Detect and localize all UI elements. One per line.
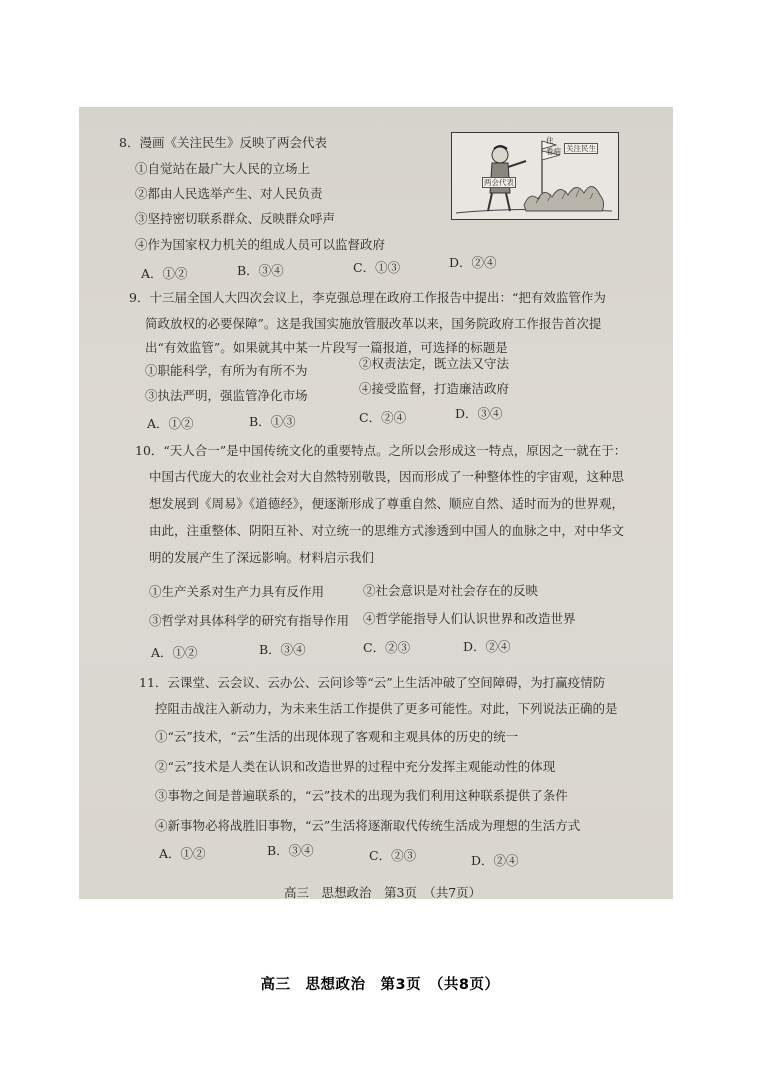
q8-item-3: ③坚持密切联系群众、反映群众呼声 <box>135 211 336 226</box>
q8-option-c[interactable]: C．①③ <box>353 260 401 275</box>
q8-cartoon <box>451 132 619 220</box>
q8-stem: 8．漫画《关注民生》反映了两会代表 <box>119 135 327 150</box>
q9-option-c[interactable]: C．②④ <box>359 410 407 425</box>
q10-option-b[interactable]: B．③④ <box>259 642 306 657</box>
q8-option-b[interactable]: B．③④ <box>237 263 284 278</box>
q11-option-a[interactable]: A．①② <box>159 846 206 861</box>
cartoon-flag-top: 住 <box>546 136 554 145</box>
q11-option-c[interactable]: C．②③ <box>369 848 417 863</box>
q10-stem-line-4: 由此，注重整体、阴阳互补、对立统一的思维方式渗透到中国人的血脉之中，对中华文 <box>149 523 625 538</box>
q11-stem-line-1: 11．云课堂、云会议、云办公、云问诊等“云”上生活冲破了空间障碍，为打赢疫情防 <box>139 675 606 690</box>
q10-item-2: ②社会意识是对社会存在的反映 <box>363 583 539 598</box>
q9-item-3: ③执法严明，强监管净化市场 <box>145 388 308 403</box>
q11-stem-line-2: 控阻击战注入新动力，为未来生活工作提供了更多可能性。对此，下列说法正确的是 <box>155 701 618 716</box>
q10-stem-line-5: 明的发展产生了深远影响。材料启示我们 <box>149 550 375 565</box>
photo-footer: 高三 思想政治 第3页 （共7页） <box>284 885 482 899</box>
q11-item-1: ①“云”技术，“云”生活的出现体现了客观和主观具体的历史的统一 <box>155 729 519 744</box>
q10-stem-line-1: 10．“天人合一”是中国传统文化的重要特点。之所以会形成这一特点，原因之一就在于： <box>135 443 627 458</box>
q9-option-d[interactable]: D．③④ <box>455 406 503 421</box>
q8-option-a[interactable]: A．①② <box>141 266 188 281</box>
q10-item-3: ③哲学对具体科学的研究有指导作用 <box>149 613 350 628</box>
q11-option-b[interactable]: B．③④ <box>267 843 314 858</box>
q9-stem-line-2: 简政放权的必要保障”。这是我国实施放管服改革以来，国务院政府工作报告首次提 <box>145 316 602 331</box>
q11-item-4: ④新事物必将战胜旧事物，“云”生活将逐渐取代传统生活成为理想的生活方式 <box>155 818 581 833</box>
cartoon-title: 关注民生 <box>566 144 596 153</box>
q10-option-c[interactable]: C．②③ <box>363 640 411 655</box>
q9-item-2: ②权责法定，既立法又守法 <box>359 356 510 371</box>
q10-option-d[interactable]: D．②④ <box>463 639 511 654</box>
q9-option-a[interactable]: A．①② <box>147 416 194 431</box>
exam-content <box>79 107 673 899</box>
q8-item-2: ②都由人民选举产生、对人民负责 <box>135 186 323 201</box>
q8-item-4: ④作为国家权力机关的组成人员可以监督政府 <box>135 237 386 252</box>
cartoon-flag-bottom: 看病 <box>546 147 561 156</box>
cartoon-sign: 两会代表 <box>484 178 514 187</box>
q11-item-3: ③事物之间是普遍联系的，“云”技术的出现为我们利用这种联系提供了条件 <box>155 788 568 803</box>
q10-option-a[interactable]: A．①② <box>151 645 198 660</box>
q11-option-d[interactable]: D．②④ <box>471 853 519 868</box>
q8-option-d[interactable]: D．②④ <box>449 255 497 270</box>
q8-item-1: ①自觉站在最广大人民的立场上 <box>135 161 311 176</box>
q10-stem-line-2: 中国古代庞大的农业社会对大自然特别敬畏，因而形成了一种整体性的宇宙观，这种思 <box>149 469 625 484</box>
q10-stem-line-3: 想发展到《周易》《道德经》，便逐渐形成了尊重自然、顺应自然、适时而为的世界观， <box>149 496 625 511</box>
q9-stem-line-3: 出“有效监管”。如果就其中某一片段写一篇报道，可选择的标题是 <box>145 340 508 355</box>
q11-item-2: ②“云”技术是人类在认识和改造世界的过程中充分发挥主观能动性的体现 <box>155 759 556 774</box>
q10-item-4: ④哲学能指导人们认识世界和改造世界 <box>363 611 576 626</box>
q9-stem-line-1: 9．十三届全国人大四次会议上，李克强总理在政府工作报告中提出：“把有效监管作为 <box>129 290 606 305</box>
q9-option-b[interactable]: B．①③ <box>249 414 296 429</box>
q10-item-1: ①生产关系对生产力具有反作用 <box>149 584 325 599</box>
q9-item-4: ④接受监督，打造廉洁政府 <box>359 381 510 396</box>
page-footer: 高三 思想政治 第3页 （共8页） <box>260 977 500 993</box>
q9-item-1: ①职能科学，有所为有所不为 <box>145 363 308 378</box>
exam-page-photo <box>79 107 673 899</box>
